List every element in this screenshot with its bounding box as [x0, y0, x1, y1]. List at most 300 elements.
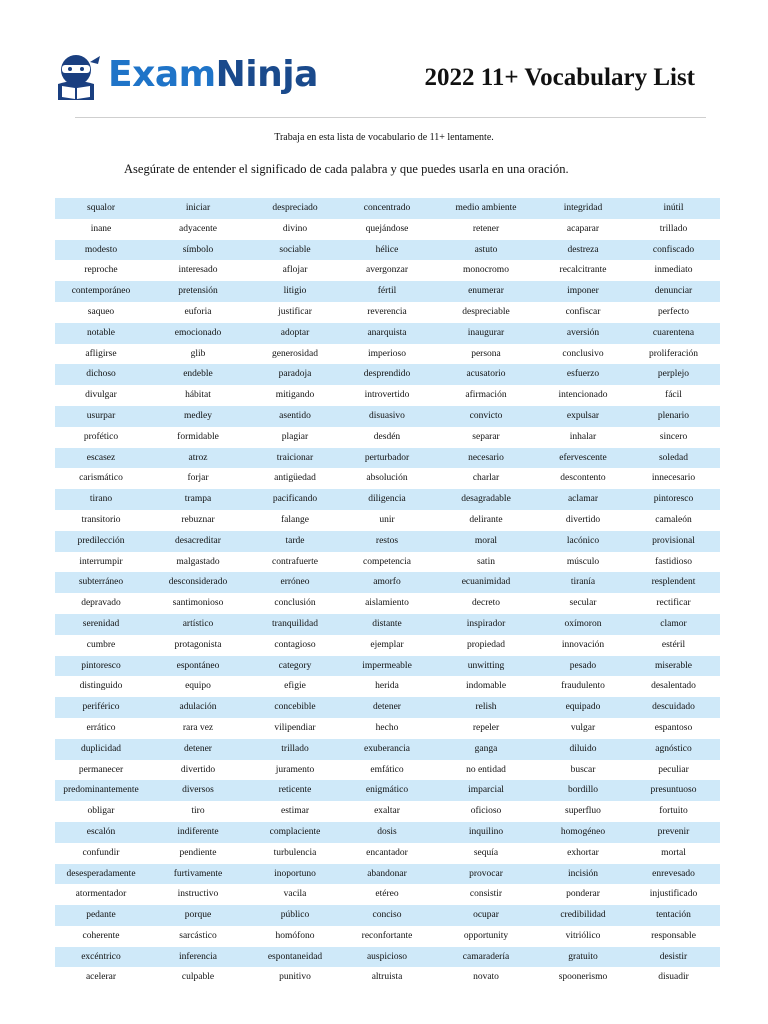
vocabulary-word: opportunity	[463, 930, 509, 941]
vocabulary-word: imponer	[567, 286, 599, 297]
vocabulary-word: indiferente	[177, 826, 219, 837]
vocabulary-word: acusatorio	[466, 369, 506, 380]
vocabulary-word: acaparar	[566, 223, 600, 234]
vocabulary-word: introvertido	[364, 390, 410, 401]
vocabulary-word: complaciente	[269, 826, 321, 837]
vocabulary-row	[55, 385, 720, 406]
vocabulary-word: escasez	[86, 452, 116, 463]
vocabulary-word: pesado	[569, 660, 597, 671]
vocabulary-word: provisional	[652, 535, 695, 546]
vocabulary-word: mortal	[661, 847, 686, 858]
vocabulary-word: vacila	[283, 889, 307, 900]
vocabulary-word: ejemplar	[370, 639, 404, 650]
vocabulary-word: novato	[473, 972, 499, 983]
vocabulary-word: estéril	[661, 639, 686, 650]
vocabulary-row	[55, 676, 720, 697]
vocabulary-row	[55, 718, 720, 739]
vocabulary-word: hélice	[375, 244, 399, 255]
vocabulary-word: trampa	[184, 494, 212, 505]
vocabulary-row	[55, 448, 720, 469]
vocabulary-word: enrevesado	[652, 868, 695, 879]
vocabulary-word: enigmático	[365, 785, 409, 796]
vocabulary-word: confundir	[82, 847, 120, 858]
vocabulary-word: repeler	[472, 722, 500, 733]
vocabulary-table	[55, 198, 720, 988]
vocabulary-word: desalentado	[651, 681, 696, 692]
vocabulary-word: generosidad	[272, 348, 318, 359]
vocabulary-word: abandonar	[367, 868, 407, 879]
vocabulary-word: detener	[373, 702, 401, 713]
vocabulary-word: exuberancia	[364, 743, 410, 754]
vocabulary-word: carismático	[79, 473, 123, 484]
vocabulary-word: herida	[375, 681, 399, 692]
vocabulary-row	[55, 697, 720, 718]
vocabulary-word: pretensión	[178, 286, 218, 297]
vocabulary-word: saqueo	[87, 306, 115, 317]
vocabulary-word: impermeable	[362, 660, 412, 671]
vocabulary-word: fraudulento	[561, 681, 605, 692]
vocabulary-word: confiscar	[565, 306, 601, 317]
vocabulary-word: inspirador	[466, 618, 506, 629]
vocabulary-word: presuntuoso	[650, 785, 697, 796]
vocabulary-word: contemporáneo	[71, 286, 131, 297]
vocabulary-word: incisión	[567, 868, 599, 879]
vocabulary-word: errático	[86, 722, 116, 733]
vocabulary-word: predilección	[77, 535, 125, 546]
vocabulary-word: vilipendiar	[274, 722, 316, 733]
vocabulary-row	[55, 760, 720, 781]
vocabulary-word: desprendido	[363, 369, 411, 380]
vocabulary-word: miserable	[655, 660, 692, 671]
vocabulary-word: plenario	[657, 410, 690, 421]
vocabulary-word: reverencia	[367, 306, 407, 317]
vocabulary-row	[55, 947, 720, 968]
vocabulary-word: sincero	[659, 431, 688, 442]
vocabulary-word: adulación	[179, 702, 217, 713]
vocabulary-word: tiro	[191, 806, 205, 817]
vocabulary-row	[55, 967, 720, 988]
vocabulary-word: iniciar	[185, 203, 211, 213]
vocabulary-word: adoptar	[280, 327, 310, 338]
vocabulary-row	[55, 926, 720, 947]
vocabulary-word: destreza	[567, 244, 599, 255]
vocabulary-word: peculiar	[658, 764, 689, 775]
vocabulary-row	[55, 864, 720, 885]
vocabulary-word: pintoresco	[81, 660, 121, 671]
vocabulary-word: equipo	[185, 681, 211, 692]
vocabulary-word: inoportuno	[274, 868, 316, 879]
vocabulary-word: ecuanimidad	[461, 577, 511, 588]
intro-line-2: Asegúrate de entender el significado de cada palabra y que puedes usarla en una oración.	[124, 162, 569, 176]
vocabulary-word: desdén	[373, 431, 401, 442]
vocabulary-word: proliferación	[648, 348, 699, 359]
vocabulary-word: divino	[282, 223, 308, 234]
vocabulary-word: símbolo	[182, 244, 214, 255]
vocabulary-word: oficioso	[470, 806, 502, 817]
vocabulary-word: descuidado	[652, 702, 695, 713]
vocabulary-row	[55, 656, 720, 677]
vocabulary-word: charlar	[472, 473, 500, 484]
vocabulary-word: formidable	[177, 431, 219, 442]
vocabulary-word: aflojar	[282, 265, 308, 276]
vocabulary-word: denunciar	[654, 286, 693, 297]
vocabulary-word: innovación	[561, 639, 605, 650]
vocabulary-row	[55, 489, 720, 510]
vocabulary-word: no entidad	[466, 764, 506, 775]
vocabulary-word: obligar	[87, 806, 115, 817]
vocabulary-word: spoonerismo	[558, 972, 608, 983]
vocabulary-row	[55, 843, 720, 864]
vocabulary-word: recalcitrante	[559, 265, 607, 276]
vocabulary-word: separar	[472, 431, 500, 442]
vocabulary-word: efigie	[284, 681, 306, 692]
vocabulary-word: duplicidad	[80, 743, 122, 754]
vocabulary-word: artístico	[182, 618, 214, 629]
vocabulary-word: concebible	[274, 702, 316, 713]
vocabulary-word: adyacente	[179, 223, 217, 234]
vocabulary-word: furtivamente	[173, 868, 223, 879]
vocabulary-word: efervescente	[559, 452, 607, 463]
vocabulary-word: gratuito	[568, 951, 598, 962]
vocabulary-word: espantoso	[654, 722, 693, 733]
vocabulary-word: necesario	[468, 452, 504, 463]
vocabulary-word: unir	[379, 514, 395, 525]
vocabulary-word: trillado	[281, 743, 309, 754]
vocabulary-word: contagioso	[274, 639, 316, 650]
vocabulary-word: conclusión	[274, 598, 316, 609]
vocabulary-word: tarde	[285, 535, 305, 546]
vocabulary-row	[55, 219, 720, 240]
vocabulary-word: pintoresco	[653, 494, 694, 505]
page-header	[0, 0, 768, 120]
vocabulary-word: glib	[190, 348, 206, 359]
vocabulary-row	[55, 406, 720, 427]
vocabulary-row	[55, 593, 720, 614]
vocabulary-row	[55, 822, 720, 843]
vocabulary-word: lacónico	[566, 535, 600, 546]
vocabulary-word: forjar	[187, 473, 209, 484]
vocabulary-word: clamor	[660, 618, 687, 629]
vocabulary-word: hecho	[375, 722, 399, 733]
vocabulary-word: serenidad	[82, 618, 120, 629]
vocabulary-word: relish	[475, 702, 497, 713]
vocabulary-word: provocar	[469, 868, 503, 879]
vocabulary-row	[55, 552, 720, 573]
vocabulary-row	[55, 780, 720, 801]
vocabulary-word: litigio	[283, 286, 307, 297]
vocabulary-word: divulgar	[85, 390, 117, 401]
vocabulary-word: aclamar	[567, 494, 599, 505]
vocabulary-word: afirmación	[465, 390, 507, 401]
vocabulary-row	[55, 468, 720, 489]
vocabulary-word: encantador	[366, 847, 408, 858]
vocabulary-word: sequía	[473, 847, 499, 858]
vocabulary-word: tranquilidad	[272, 618, 318, 629]
vocabulary-word: monocromo	[463, 265, 509, 276]
vocabulary-word: permanecer	[78, 764, 124, 775]
vocabulary-word: confiscado	[652, 244, 695, 255]
vocabulary-word: asentido	[279, 410, 311, 421]
vocabulary-word: distinguido	[79, 681, 123, 692]
vocabulary-word: estimar	[281, 806, 309, 817]
vocabulary-word: pacificando	[272, 494, 318, 505]
vocabulary-word: inhalar	[569, 431, 597, 442]
vocabulary-word: vulgar	[570, 722, 596, 733]
vocabulary-word: camaleón	[655, 514, 692, 525]
vocabulary-word: protagonista	[174, 639, 222, 650]
vocabulary-word: auspicioso	[366, 951, 408, 962]
vocabulary-word: rara vez	[182, 722, 214, 733]
vocabulary-word: innecesario	[651, 473, 696, 484]
vocabulary-word: atormentador	[75, 889, 127, 900]
vocabulary-word: restos	[375, 535, 399, 546]
vocabulary-word: quejándose	[365, 223, 409, 234]
vocabulary-word: fortuito	[659, 806, 688, 817]
vocabulary-word: altruista	[371, 972, 403, 983]
vocabulary-word: instructivo	[177, 889, 219, 900]
vocabulary-word: depravado	[81, 598, 121, 609]
vocabulary-word: usurpar	[86, 410, 116, 421]
vocabulary-word: bordillo	[567, 785, 599, 796]
logo-wordmark	[108, 54, 318, 95]
vocabulary-word: esfuerzo	[566, 369, 600, 380]
vocabulary-word: expulsar	[566, 410, 600, 421]
vocabulary-word: turbulencia	[273, 847, 317, 858]
vocabulary-word: aislamiento	[365, 598, 409, 609]
vocabulary-word: tentación	[656, 910, 691, 921]
vocabulary-word: afligirse	[85, 348, 117, 359]
vocabulary-word: medio ambiente	[455, 203, 517, 213]
vocabulary-word: sarcástico	[179, 930, 217, 941]
vocabulary-word: interesado	[178, 265, 218, 276]
vocabulary-word: juramento	[275, 764, 315, 775]
vocabulary-word: category	[278, 660, 312, 671]
vocabulary-word: tiranía	[570, 577, 596, 588]
vocabulary-word: justificar	[278, 306, 312, 317]
vocabulary-word: concentrado	[363, 203, 411, 213]
vocabulary-word: público	[280, 910, 310, 921]
vocabulary-word: interrumpir	[79, 556, 123, 567]
vocabulary-word: despreciable	[462, 306, 510, 317]
vocabulary-word: secular	[569, 598, 597, 609]
vocabulary-word: perturbador	[364, 452, 410, 463]
vocabulary-word: agnóstico	[655, 743, 692, 754]
vocabulary-word: desconsiderado	[168, 577, 228, 588]
logo-wordmark-ninja: Ninja	[215, 54, 318, 95]
vocabulary-word: superfluo	[565, 806, 601, 817]
vocabulary-word: desistir	[659, 951, 688, 962]
logo-wordmark-exam: Exam	[108, 54, 216, 95]
vocabulary-word: hábitat	[185, 390, 211, 401]
page-title: 2022 11+ Vocabulary List	[424, 64, 695, 91]
vocabulary-word: consistir	[469, 889, 503, 900]
vocabulary-row	[55, 364, 720, 385]
vocabulary-word: inaugurar	[467, 327, 505, 338]
vocabulary-word: rebuznar	[181, 514, 215, 525]
vocabulary-word: divertido	[565, 514, 601, 525]
vocabulary-word: perplejo	[657, 369, 690, 380]
vocabulary-word: oxímoron	[564, 618, 602, 629]
vocabulary-word: equipado	[565, 702, 601, 713]
vocabulary-word: avergonzar	[365, 265, 409, 276]
vocabulary-row	[55, 739, 720, 760]
vocabulary-word: disuasivo	[369, 410, 405, 421]
vocabulary-word: homófono	[275, 930, 315, 941]
vocabulary-word: tirano	[89, 494, 113, 505]
vocabulary-word: imparcial	[468, 785, 504, 796]
vocabulary-word: predominantemente	[63, 785, 139, 796]
vocabulary-word: inútil	[663, 203, 684, 213]
vocabulary-row	[55, 905, 720, 926]
vocabulary-word: enumerar	[468, 286, 504, 297]
vocabulary-row	[55, 260, 720, 281]
vocabulary-word: intencionado	[558, 390, 608, 401]
vocabulary-word: injustificado	[649, 889, 698, 900]
vocabulary-word: reproche	[84, 265, 118, 276]
vocabulary-word: homogéneo	[560, 826, 606, 837]
vocabulary-word: exaltar	[374, 806, 400, 817]
vocabulary-word: diversos	[182, 785, 214, 796]
vocabulary-word: falange	[281, 514, 309, 525]
vocabulary-word: inferencia	[179, 951, 217, 962]
vocabulary-word: medley	[184, 410, 212, 421]
vocabulary-word: porque	[184, 910, 212, 921]
vocabulary-word: excéntrico	[81, 951, 121, 962]
vocabulary-word: acelerar	[85, 972, 117, 983]
vocabulary-word: dosis	[377, 826, 397, 837]
vocabulary-word: erróneo	[280, 577, 310, 588]
vocabulary-word: competencia	[362, 556, 411, 567]
vocabulary-word: cuarentena	[652, 327, 695, 338]
vocabulary-word: espontáneo	[176, 660, 220, 671]
vocabulary-word: endeble	[183, 369, 213, 380]
vocabulary-word: disuadir	[658, 972, 689, 983]
vocabulary-word: periférico	[82, 702, 120, 713]
vocabulary-word: plagiar	[281, 431, 309, 442]
vocabulary-word: soledad	[658, 452, 689, 463]
vocabulary-word: distante	[372, 618, 402, 629]
vocabulary-word: ponderar	[566, 889, 600, 900]
vocabulary-word: exhortar	[567, 847, 599, 858]
vocabulary-word: diluido	[569, 743, 597, 754]
vocabulary-word: aversión	[566, 327, 600, 338]
vocabulary-word: diligencia	[368, 494, 406, 505]
vocabulary-word: rectificar	[656, 598, 691, 609]
vocabulary-word: absolución	[366, 473, 408, 484]
vocabulary-row	[55, 427, 720, 448]
vocabulary-word: amorfo	[373, 577, 401, 588]
vocabulary-row	[55, 323, 720, 344]
vocabulary-word: desesperadamente	[66, 868, 136, 879]
vocabulary-word: decreto	[472, 598, 500, 609]
vocabulary-word: dichoso	[86, 369, 116, 380]
vocabulary-word: coherente	[82, 930, 120, 941]
vocabulary-word: modesto	[84, 244, 118, 255]
vocabulary-word: inane	[90, 223, 112, 234]
vocabulary-word: conclusivo	[562, 348, 604, 359]
intro-line-1: Trabaja en esta lista de vocabulario de 11+ lentamente.	[274, 132, 494, 143]
vocabulary-row	[55, 635, 720, 656]
vocabulary-word: transitorio	[81, 514, 121, 525]
vocabulary-word: malgastado	[176, 556, 220, 567]
vocabulary-word: prevenir	[657, 826, 690, 837]
vocabulary-word: subterráneo	[78, 577, 124, 588]
vocabulary-row	[55, 302, 720, 323]
vocabulary-word: paradoja	[278, 369, 312, 380]
vocabulary-word: reticente	[278, 785, 312, 796]
vocabulary-row	[55, 198, 720, 219]
vocabulary-word: vitriólico	[565, 930, 601, 941]
vocabulary-word: desagradable	[461, 494, 511, 505]
vocabulary-word: delirante	[469, 514, 503, 525]
vocabulary-word: trillado	[659, 223, 688, 234]
vocabulary-word: emfático	[370, 764, 404, 775]
ninja-mascot-icon	[54, 52, 102, 102]
vocabulary-word: convicto	[469, 410, 503, 421]
vocabulary-word: pedante	[86, 910, 116, 921]
vocabulary-word: inquilino	[468, 826, 504, 837]
vocabulary-word: escalón	[86, 826, 116, 837]
vocabulary-word: ocupar	[473, 910, 499, 921]
examninja-logo	[54, 52, 316, 106]
vocabulary-word: músculo	[566, 556, 600, 567]
vocabulary-word: responsable	[651, 930, 696, 941]
vocabulary-word: reconfortante	[361, 930, 413, 941]
vocabulary-word: atroz	[188, 452, 208, 463]
vocabulary-row	[55, 884, 720, 905]
vocabulary-word: astuto	[474, 244, 498, 255]
vocabulary-word: camaradería	[462, 951, 510, 962]
vocabulary-word: euforia	[184, 306, 212, 317]
vocabulary-word: culpable	[181, 972, 215, 983]
vocabulary-word: divertido	[180, 764, 216, 775]
vocabulary-word: satin	[477, 556, 495, 567]
vocabulary-word: punitivo	[279, 972, 311, 983]
vocabulary-row	[55, 344, 720, 365]
vocabulary-word: indomable	[465, 681, 507, 692]
vocabulary-word: anarquista	[367, 327, 407, 338]
vocabulary-word: retener	[472, 223, 500, 234]
vocabulary-word: unwitting	[467, 660, 505, 671]
vocabulary-word: fastidioso	[655, 556, 692, 567]
vocabulary-row	[55, 240, 720, 261]
vocabulary-word: emocionado	[174, 327, 222, 338]
vocabulary-word: pendiente	[179, 847, 217, 858]
vocabulary-word: credibilidad	[560, 910, 606, 921]
vocabulary-row	[55, 281, 720, 302]
vocabulary-word: fértil	[377, 286, 397, 297]
vocabulary-word: santimonioso	[172, 598, 224, 609]
vocabulary-row	[55, 510, 720, 531]
vocabulary-word: desacreditar	[175, 535, 221, 546]
header-divider	[75, 117, 706, 118]
vocabulary-word: resplendent	[651, 577, 696, 588]
vocabulary-word: descontento	[560, 473, 606, 484]
vocabulary-word: conciso	[372, 910, 402, 921]
vocabulary-word: espontaneidad	[267, 951, 323, 962]
vocabulary-row	[55, 801, 720, 822]
vocabulary-word: despreciado	[272, 203, 318, 213]
vocabulary-row	[55, 614, 720, 635]
vocabulary-word: antigüedad	[274, 473, 316, 484]
vocabulary-word: contrafuerte	[272, 556, 318, 567]
vocabulary-word: ganga	[474, 743, 498, 754]
vocabulary-word: etéreo	[375, 889, 399, 900]
vocabulary-word: squalor	[87, 203, 115, 213]
vocabulary-word: notable	[87, 327, 115, 338]
vocabulary-word: integridad	[563, 203, 603, 213]
vocabulary-word: inmediato	[654, 265, 693, 276]
